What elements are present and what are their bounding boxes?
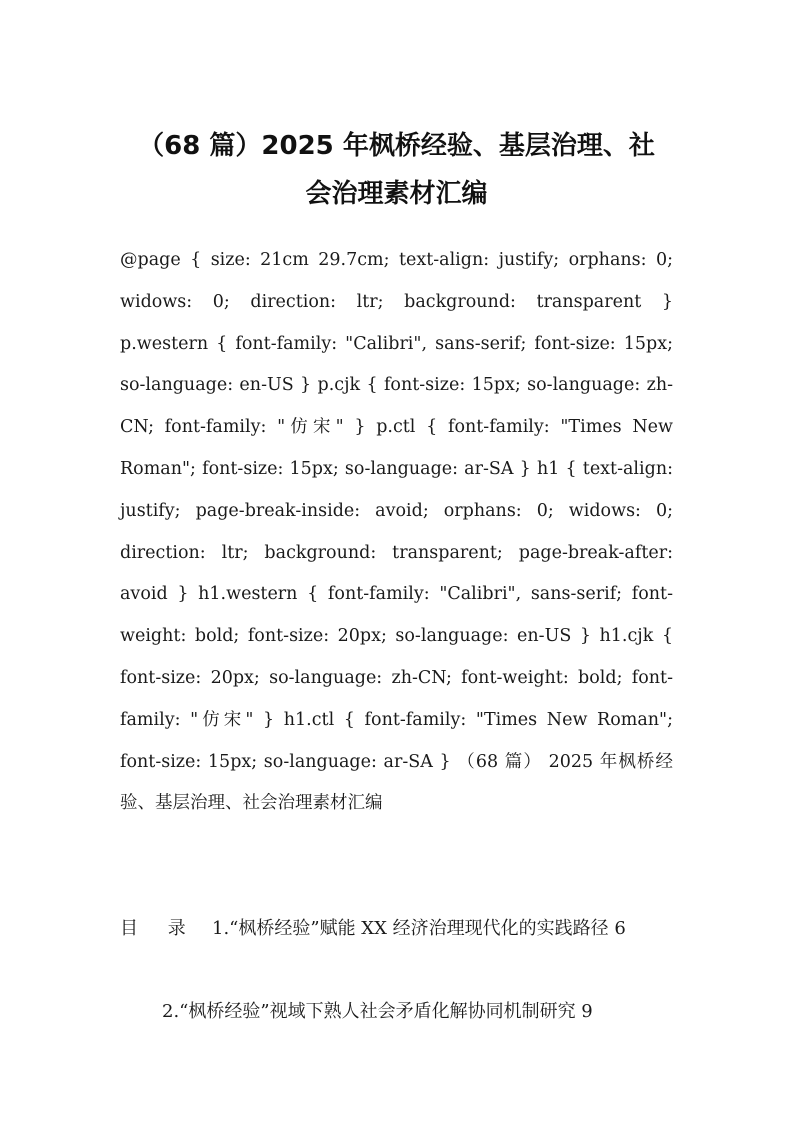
document-body-text: @page { size: 21cm 29.7cm; text-align: justify; orphans: 0; widows: 0; direction: ltr; background: transparent } p.western { font-family: "Calibri", sans-serif; font-size: 15px; so-language: en-US } p.cjk { font-size: 15px; so-language: zh-CN; font-family: "仿宋" } p.ctl { font-family: "Times New Roman"; font-size: 15px; so-language: ar-SA } h1 { text-align: justify; page-break-inside: avoid; orphans: 0; widows: 0; direction: ltr; background: transparent; page-break-after: avoid } h1.western { font-family: "Calibri", sans-serif; font-weight: bold; font-size: 20px; so-language: en-US } h1.cjk { font-size: 20px; so-language: zh-CN; font-weight: bold; font-family: "仿宋" } h1.ctl { font-family: "Times New Roman"; font-size: 15px; so-language: ar-SA } （68 篇） 2025 年枫桥经验、基层治理、社会治理素材汇编 — [120, 250, 673, 814]
toc-heading: 目 录 — [120, 918, 198, 939]
document-title-line-1: （68 篇）2025 年枫桥经验、基层治理、社 — [138, 131, 655, 161]
toc-item-2: 2.“枫桥经验”视域下熟人社会矛盾化解协同机制研究 9 — [162, 1001, 593, 1022]
toc-first-row — [120, 910, 673, 948]
toc-item-1: 1.“枫桥经验”赋能 XX 经济治理现代化的实践路径 6 — [212, 918, 626, 939]
document-title-line-2: 会治理素材汇编 — [305, 179, 488, 209]
